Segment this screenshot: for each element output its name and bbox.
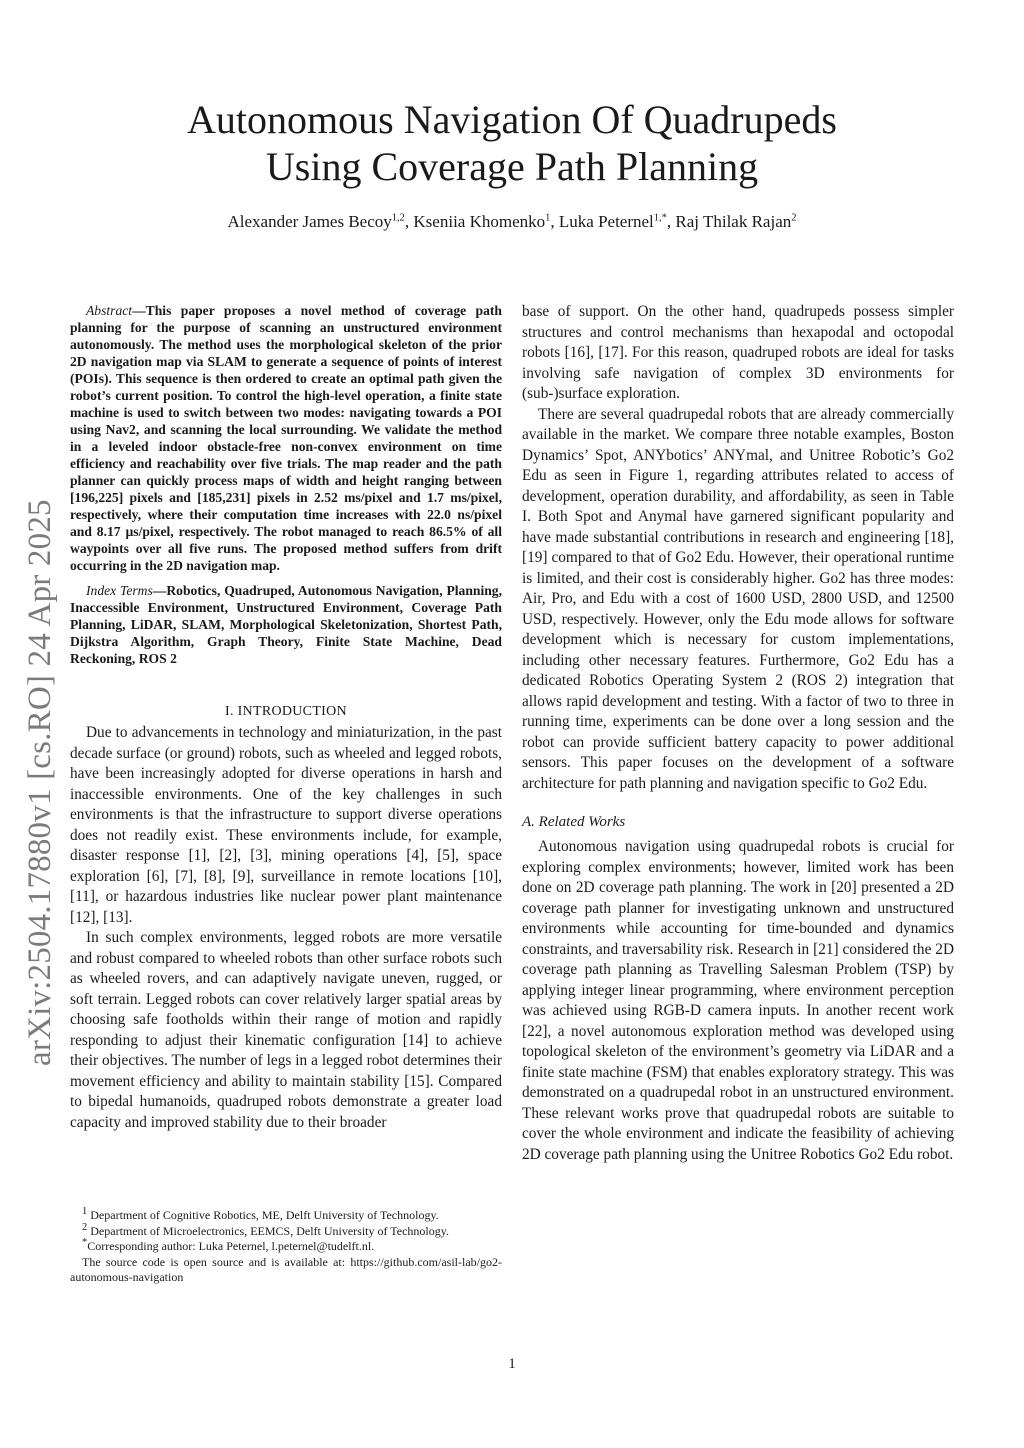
intro-paragraph: Due to advancements in technology and miniaturization, in the past decade surface (or ground) robots, such as wheeled and legged robots, have been increasingly adopted for diverse operations in harsh and inaccessible environments. One of the key challenges in such environments is that the infrastructure to support diverse operations does not readily exist. These environments include, for example, disaster response [1], [2], [3], mining operations [4], [5], space exploration [6], [7], [8], [9], surveillance in remote locations [10], [11], or hazardous industries like nuclear power plant maintenance [12], [13]. [70,724,502,926]
section-heading-introduction: I. INTRODUCTION [225,704,347,719]
abstract-text: —This paper proposes a novel method of coverage path planning for the purpose of scanning an unstructured environment autonomously. The method uses the morphological skeleton of the prior 2D navigation map via SLAM to generate a sequence of points of interest (POIs). This sequence is then ordered to create an optimal path given the robot’s current position. To control the high-level operation, a finite state machine is used to switch between two modes: navigating towards a POI using Nav2, and scanning the local surrounding. We validate the method in a leveled indoor obstacle-free non-convex environment on time efficiency and reachability over five trials. The map reader and the path planner can quickly process maps of width and height ranging between [196,225] pixels and [185,231] pixels in 2.52 ms/pixel and 1.7 ms/pixel, respectively, where their computation time increases with 22.0 ns/pixel and 8.17 µs/pixel, respectively. The robot managed to reach 86.5% of all waypoints over all five runs. The proposed method suffers from drift occurring in the 2D navigation map. [70,303,502,573]
left-column [70,302,502,1133]
abstract-label: Abstract [86,303,133,318]
footnote-text: Department of Microelectronics, EEMCS, Delft University of Technology. [87,1223,449,1238]
footnote-mark: 1 [82,1206,88,1217]
intro-paragraph: There are several quadrupedal robots that are already commercially available in the market. We compare three notable examples, Boston Dynamics’ Spot, ANYbotics’ ANYmal, and Unitree Robotic’s Go2 Edu as seen in Figure 1, regarding attributes related to access of development, operation durability, and affordability, as seen in Table I. Both Spot and Anymal have garnered significant popularity and have made substantial contributions in research and engineering [18], [19] compared to that of Go2 Edu. However, their operational runtime is limited, and their cost is considerably higher. Go2 has three modes: Air, Pro, and Edu with a cost of 1600 USD, 2800 USD, and 12500 USD, respectively. However, only the Edu mode allows for software development which is necessary for custom implementations, including other necessary features. Furthermore, Go2 Edu has a dedicated Robotics Operating System 2 (ROS 2) integration that allows rapid development and testing. With a factor of two to three in running time, experiments can be done over a long session and the robot can provide sufficient battery capacity to power additional sensors. This paper focuses on the development of a software architecture for path planning and navigation specific to Go2 Edu. [522,405,954,792]
footnote-mark: 2 [82,1221,88,1233]
footnote-text: Corresponding author: Luka Peternel, l.peternel@tudelft.nl. [87,1239,375,1253]
author-name: Alexander James Becoy [227,212,392,231]
author-name: Luka Peternel [558,212,654,231]
footnote-corresponding-author [70,1239,502,1255]
title-line-2: Using Coverage Path Planning [265,144,759,189]
author-affiliation-mark: 1,2 [391,212,405,224]
subsection-heading-related-works: A. Related Works [522,814,626,830]
right-column [522,302,954,1165]
author-affiliation-mark: 1,* [653,212,667,224]
author-affiliation-mark: 1 [545,212,551,224]
footnotes [70,1208,502,1286]
author-list: Alexander James Becoy$^{1,2}$, Kseniia Khomenko$^1$, Luka Peternel$^{1,*}$, Raj Thilak Rajan$^2$ [227,212,797,231]
intro-paragraph-continued: base of support. On the other hand, quadrupeds possess simpler structures and control mechanisms than hexapodal and octopodal robots [16], [17]. For this reason, quadruped robots are ideal for tasks involving safe navigation of complex 3D environments for (sub-)surface exploration. [522,303,954,402]
paper-title [0,96,1024,190]
arxiv-identifier: arXiv:2504.17880v1 [cs.RO] 24 Apr 2025 [22,499,58,1066]
index-terms-label: Index Terms [86,583,153,598]
author-name: Kseniia Khomenko [413,212,546,231]
footnote-affiliation-1 [70,1208,502,1224]
abstract [70,302,502,574]
author-affiliation-mark: 2 [791,212,797,224]
index-terms [70,582,502,667]
footnote-affiliation-2 [70,1221,502,1240]
footnote-mark: * [82,1237,88,1248]
footnote-text: Department of Cognitive Robotics, ME, Delft University of Technology. [87,1208,439,1222]
index-terms-text: —Robotics, Quadruped, Autonomous Navigation, Planning, Inaccessible Environment, Unstructured Environment, Coverage Path Planning, LiDAR, SLAM, Morphological Skeletonization, Shortest Path, Dijkstra Algorithm, Graph Theory, Finite State Machine, Dead Reckoning, ROS 2 [70,583,502,666]
author-name: Raj Thilak Rajan [675,212,792,231]
page-number: 1 [508,1356,516,1372]
footnote-source-code: The source code is open source and is available at: https://github.com/asil-lab/go2-autonomous-navigation [70,1254,502,1284]
intro-paragraph: In such complex environments, legged robots are more versatile and robust compared to wheeled robots than other surface robots such as wheeled rovers, and can adaptively navigate uneven, rugged, or soft terrain. Legged robots can cover relatively larger spatial areas by choosing safe footholds within their range of motion and rapidly responding to adjust their kinematic configuration [14] to achieve their objectives. The number of legs in a legged robot determines their movement efficiency and ability to maintain stability [15]. Compared to bipedal humanoids, quadruped robots demonstrate a greater load capacity and improved stability due to their broader [70,929,502,1131]
related-works-paragraph: Autonomous navigation using quadrupedal robots is crucial for exploring complex environments; however, limited work has been done on 2D coverage path planning. The work in [20] presented a 2D coverage path planner for investigating unknown and unstructured environments while accounting for time-bounded and dynamics constraints, and traversability risk. Research in [21] considered the 2D coverage path planning as Travelling Salesman Problem (TSP) by applying integer linear programming, where environment perception was achieved using RGB-D camera inputs. In another recent work [22], a novel autonomous exploration method was developed using topological skeleton of the environment’s geometry via LiDAR and a finite state machine (FSM) that enables exploratory strategy. This was demonstrated on a quadrupedal robot in an unstructured environment. These relevant works prove that quadrupedal robots are suitable to cover the whole environment and indicate the feasibility of achieving 2D coverage path planning using the Unitree Robotics Go2 Edu robot. [522,838,954,1163]
title-line-1: Autonomous Navigation Of Quadrupeds [187,97,837,142]
